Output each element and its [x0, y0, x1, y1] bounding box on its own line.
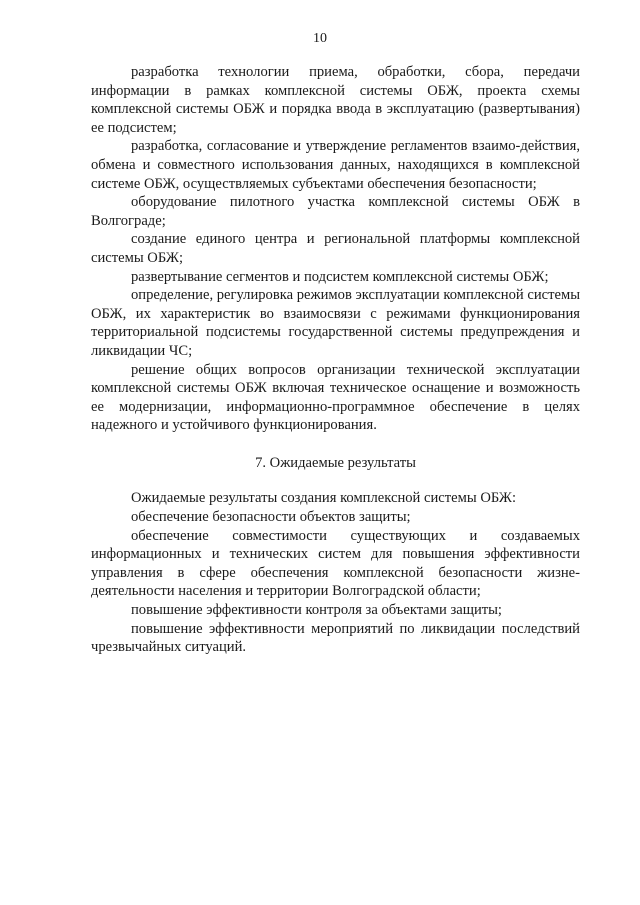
list-item: повышение эффективности мероприятий по ликвидации последствий чрезвычайных ситуаций. [91, 620, 580, 656]
section-intro: Ожидаемые результаты создания комплексной системы ОБЖ: [131, 490, 517, 507]
list-item: разработка, согласование и утверждение регламентов взаимо-действия, обмена и совместного использования данных, находящихся в комплексной системе ОБЖ, осуществляемых субъектами обеспечения безопасности; [91, 138, 580, 192]
list-item: решение общих вопросов организации технической эксплуатации комплексной системы ОБЖ включая техническое оснащение и возможность ее модернизации, информационно-программное обеспечение в целях надежного и устойчивого функционирования. [91, 361, 580, 434]
list-item: обеспечение безопасности объектов защиты; [131, 509, 411, 526]
page-number: 10 [313, 31, 327, 46]
list-item: определение, регулировка режимов эксплуатации комплексной системы ОБЖ, их характеристик во взаимосвязи с режимами функционирования территориальной подсистемы государственной системы предупреждения и ликвидации ЧС; [91, 287, 580, 359]
list-item: обеспечение совместимости существующих и создаваемых информационных и технических систем для повышения эффективности управления в сфере обеспечения комплексной безопасности жизне-деятельности населения и территории Волгоградской области; [91, 527, 580, 600]
list-item: оборудование пилотного участка комплексной системы ОБЖ в Волгограде; [91, 194, 580, 229]
list-item: повышение эффективности контроля за объектами защиты; [131, 602, 502, 619]
document-body [91, 63, 580, 657]
list-item: создание единого центра и региональной платформы комплексной системы ОБЖ; [91, 231, 580, 266]
list-item: развертывание сегментов и подсистем комплексной системы ОБЖ; [131, 268, 549, 285]
list-item: разработка технологии приема, обработки, сбора, передачи информации в рамках комплексной системы ОБЖ, проекта схемы комплексной системы ОБЖ и порядка ввода в эксплуатацию (развертывания) ее подсистем; [91, 64, 580, 136]
section-heading: 7. Ожидаемые результаты [255, 454, 416, 471]
